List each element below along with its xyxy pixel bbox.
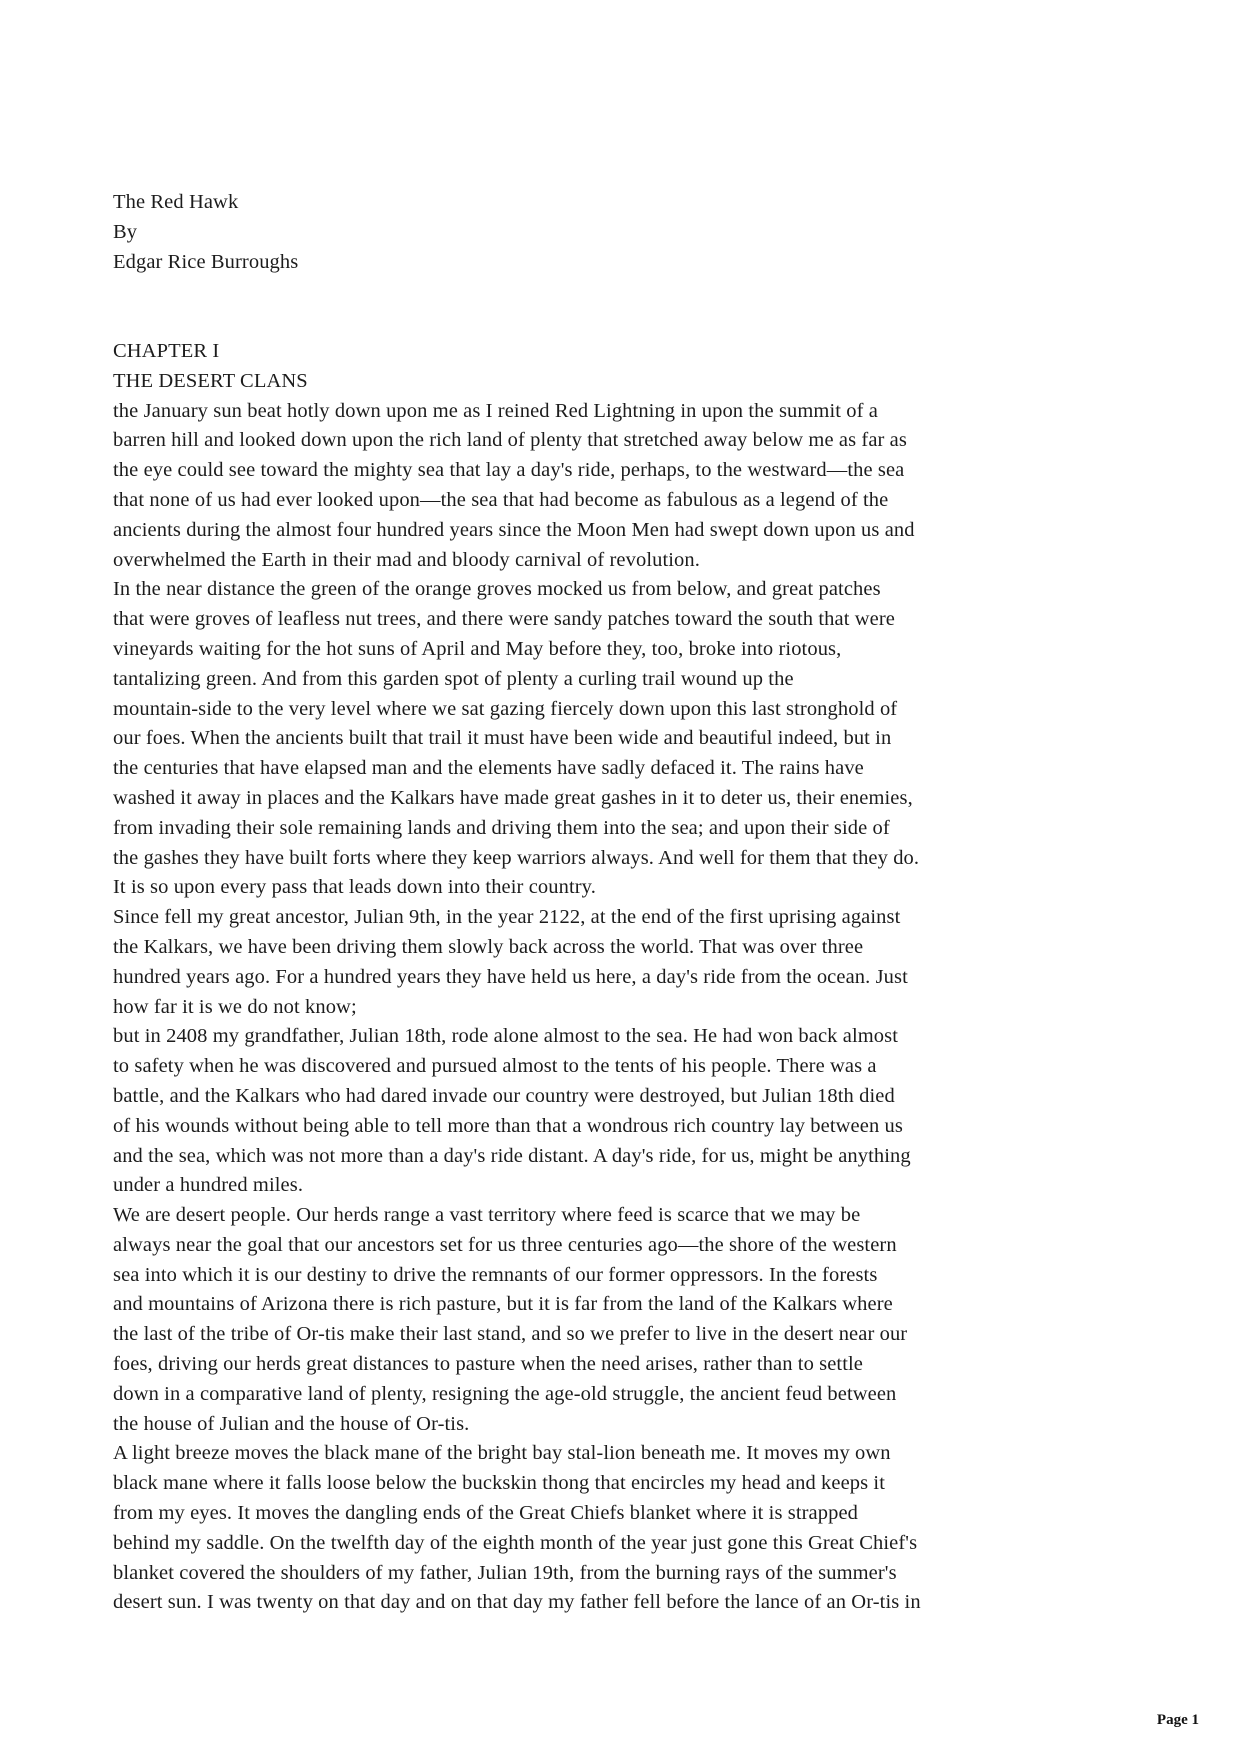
author-name: Edgar Rice Burroughs	[113, 250, 299, 273]
text-line: vineyards waiting for the hot suns of April and May before they, too, broke into riotous,	[113, 637, 842, 660]
text-line: black mane where it falls loose below the buckskin thong that encircles my head and keeps it	[113, 1472, 886, 1495]
text-line: behind my saddle. On the twelfth day of the eighth month of the year just gone this Great Chief's	[113, 1531, 918, 1554]
text-line: the centuries that have elapsed man and the elements have sadly defaced it. The rains have	[113, 757, 864, 780]
text-line: to safety when he was discovered and pursued almost to the tents of his people. There was a	[113, 1055, 877, 1078]
paragraph	[113, 1439, 1053, 1618]
text-line: overwhelmed the Earth in their mad and bloody carnival of revolution.	[113, 548, 700, 571]
text-line: of his wounds without being able to tell more than that a wondrous rich country lay between us	[113, 1114, 903, 1137]
book-title: The Red Hawk	[113, 191, 239, 213]
chapter-heading-block	[113, 337, 1053, 397]
text-line: It is so upon every pass that leads down into their country.	[113, 876, 596, 899]
chapter-subheading: THE DESERT CLANS	[113, 369, 308, 392]
text-line: that were groves of leafless nut trees, and there were sandy patches toward the south that were	[113, 608, 895, 631]
text-line: sea into which it is our destiny to drive the remnants of our former oppressors. In the forests	[113, 1263, 878, 1286]
text-line: the last of the tribe of Or-tis make their last stand, and so we prefer to live in the desert near our	[113, 1323, 908, 1346]
text-line: the Kalkars, we have been driving them slowly back across the world. That was over three	[113, 935, 864, 958]
paragraph	[113, 397, 1053, 576]
text-line: but in 2408 my grandfather, Julian 18th, rode alone almost to the sea. He had won back almost	[113, 1025, 899, 1048]
text-line: from invading their sole remaining lands and driving them into the sea; and upon their side of	[113, 816, 890, 839]
text-line: washed it away in places and the Kalkars have made great gashes in it to deter us, their enemies,	[113, 786, 913, 809]
text-line: We are desert people. Our herds range a vast territory where feed is scarce that we may be	[113, 1204, 861, 1227]
text-line: the gashes they have built forts where they keep warriors always. And well for them that they do.	[113, 846, 920, 869]
text-line: down in a comparative land of plenty, resigning the age-old struggle, the ancient feud between	[113, 1382, 897, 1405]
paragraph	[113, 903, 1053, 1022]
text-line: that none of us had ever looked upon—the sea that had become as fabulous as a legend of the	[113, 488, 889, 511]
text-line: the eye could see toward the mighty sea that lay a day's ride, perhaps, to the westward—the sea	[113, 459, 905, 482]
text-line: mountain-side to the very level where we sat gazing fiercely down upon this last stronghold of	[113, 697, 898, 720]
text-line: our foes. When the ancients built that trail it must have been wide and beautiful indeed, but in	[113, 727, 892, 750]
text-line: and mountains of Arizona there is rich pasture, but it is far from the land of the Kalkars where	[113, 1293, 893, 1316]
chapter-heading: CHAPTER I	[113, 339, 220, 362]
text-line: battle, and the Kalkars who had dared invade our country were destroyed, but Julian 18th died	[113, 1084, 895, 1107]
text-line: ancients during the almost four hundred years since the Moon Men had swept down upon us and	[113, 518, 915, 541]
paragraph	[113, 575, 1053, 903]
text-line: barren hill and looked down upon the rich land of plenty that stretched away below me as far as	[113, 429, 907, 452]
text-line: tantalizing green. And from this garden spot of plenty a curling trail wound up the	[113, 667, 794, 690]
text-line: In the near distance the green of the orange groves mocked us from below, and great patches	[113, 578, 881, 601]
byline: By	[113, 220, 138, 243]
text-line: always near the goal that our ancestors set for us three centuries ago—the shore of the western	[113, 1233, 897, 1256]
text-line: and the sea, which was not more than a day's ride distant. A day's ride, for us, might be anything	[113, 1144, 911, 1167]
text-line: A light breeze moves the black mane of the bright bay stal-lion beneath me. It moves my own	[113, 1442, 891, 1465]
text-line: how far it is we do not know;	[113, 995, 357, 1018]
paragraph	[113, 1022, 1053, 1201]
title-block	[113, 188, 1053, 277]
text-line: hundred years ago. For a hundred years they have held us here, a day's ride from the ocean. Just	[113, 965, 908, 988]
text-line: under a hundred miles.	[113, 1174, 304, 1197]
text-line: foes, driving our herds great distances to pasture when the need arises, rather than to settle	[113, 1353, 864, 1376]
text-line: the January sun beat hotly down upon me as I reined Red Lightning in upon the summit of a	[113, 399, 878, 422]
text-line: the house of Julian and the house of Or-tis.	[113, 1412, 470, 1435]
text-line: from my eyes. It moves the dangling ends of the Great Chiefs blanket where it is strapped	[113, 1502, 858, 1525]
text-line: Since fell my great ancestor, Julian 9th, in the year 2122, at the end of the first uprising against	[113, 906, 901, 929]
text-line: desert sun. I was twenty on that day and on that day my father fell before the lance of an Or-tis in	[113, 1591, 921, 1614]
document-content	[113, 188, 1053, 1618]
page-number: Page 1	[1156, 1712, 1199, 1728]
text-line: blanket covered the shoulders of my father, Julian 19th, from the burning rays of the summer's	[113, 1561, 897, 1584]
paragraph	[113, 1201, 1053, 1439]
body-text	[113, 397, 1053, 1619]
